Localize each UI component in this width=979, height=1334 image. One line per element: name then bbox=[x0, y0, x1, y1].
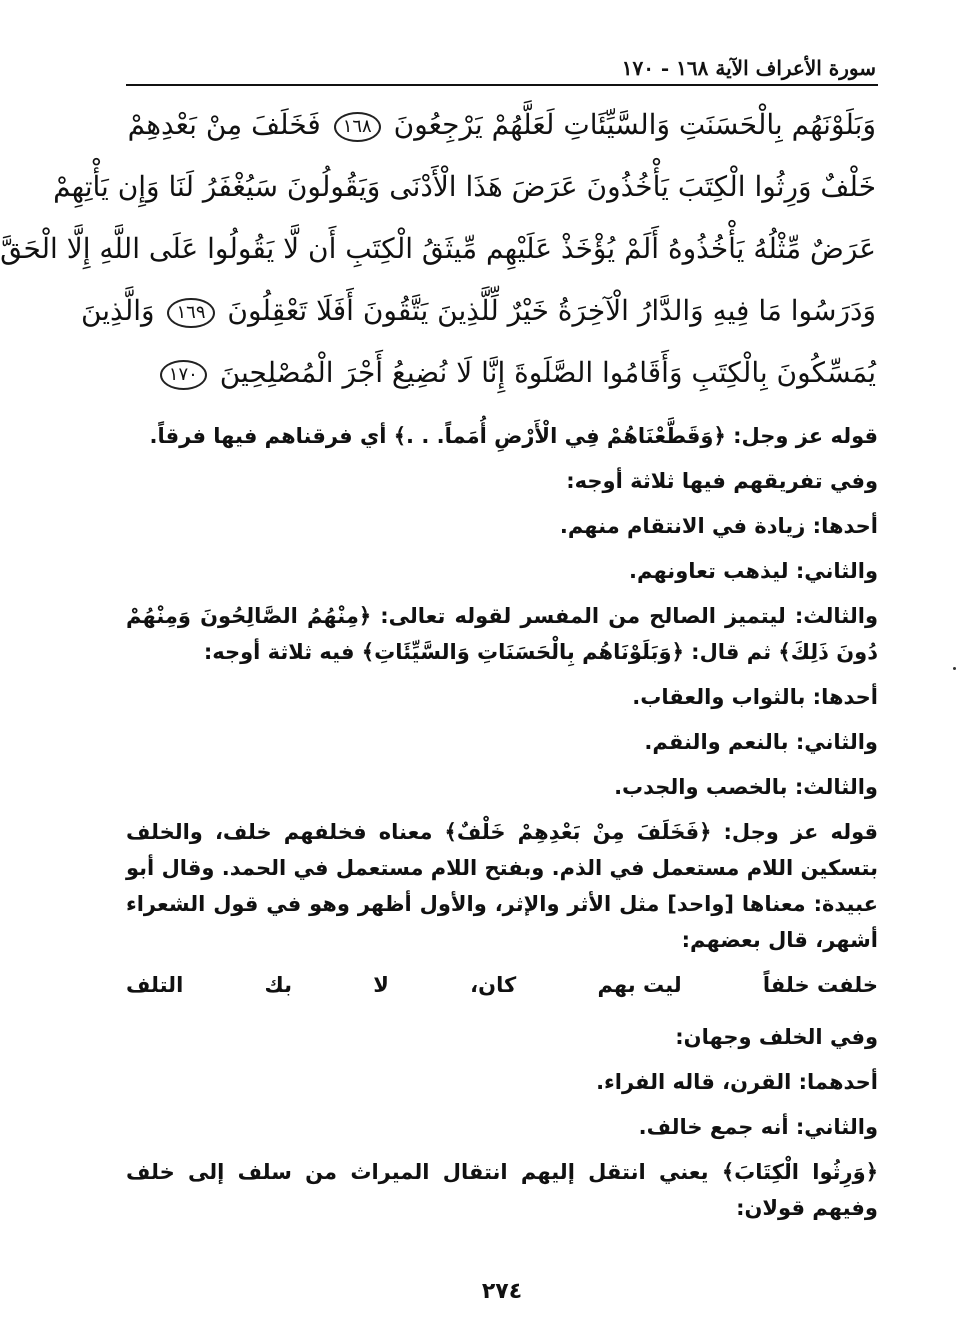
commentary-paragraph: أحدها: زيادة في الانتقام منهم. bbox=[559, 514, 878, 538]
quran-line-5 bbox=[128, 342, 876, 404]
quran-line-text: وَدَرَسُوا مَا فِيهِ وَالدَّارُ الْآخِرَةُ خَيْرٌ لِّلَّذِينَ يَتَّقُونَ أَفَلَا تَعْقِلُونَ bbox=[227, 294, 876, 327]
poem-segment: ليت بهم bbox=[597, 973, 682, 997]
poem-segment: لا bbox=[373, 973, 389, 997]
quran-line-4 bbox=[80, 280, 876, 342]
ayah-number-marker: ١٧٠ bbox=[160, 360, 207, 390]
commentary-paragraph: والثاني: أنه جمع خالف. bbox=[638, 1115, 878, 1139]
commentary-paragraph: والثاني: ليذهب تعاونهم. bbox=[629, 559, 878, 583]
quran-line-2 bbox=[53, 156, 876, 218]
ayah-number-marker: ١٦٩ bbox=[167, 298, 214, 328]
commentary-paragraph: وفي الخلف وجهان: bbox=[675, 1025, 878, 1049]
poem-segment: خلفت خلفاً bbox=[762, 973, 878, 997]
surah-verse-title: سورة الأعراف الآية ١٦٨ - ١٧٠ bbox=[621, 56, 876, 80]
poem-segment: كان، bbox=[470, 973, 517, 997]
quran-line-text: يُمَسِّكُونَ بِالْكِتَبِ وَأَقَامُوا الصَّلَوةَ إِنَّا لَا نُضِيعُ أَجْرَ الْمُصْلِحِينَ bbox=[219, 356, 876, 389]
quran-verses-block bbox=[0, 94, 878, 404]
commentary-paragraph: قوله عز وجل: ﴿فَخَلَفَ مِنْ بَعْدِهِمْ خَلْفٌ﴾ معناه فخلفهم خلف، والخلف بتسكين اللام مستعمل في الذم. وبفتح اللام مستعمل في الحمد. وقال أبو عبيدة: معناها [واحد] مثل الأثر والإثر، والأول أظهر وهو في قول الشعراء أشهر، قال بعضهم: bbox=[126, 820, 878, 952]
quran-line-continuation: فَخَلَفَ مِنْ بَعْدِهِمْ bbox=[127, 108, 321, 141]
quran-line-text: وَبَلَوْنَهُم بِالْحَسَنَتِ وَالسَّيِّئَاتِ لَعَلَّهُمْ يَرْجِعُونَ bbox=[393, 108, 876, 141]
poem-segment: بك bbox=[264, 973, 292, 997]
ayah-number-marker: ١٦٨ bbox=[334, 112, 381, 142]
quran-line-1 bbox=[128, 94, 876, 156]
page-number: ٢٧٤ bbox=[481, 1279, 523, 1304]
commentary-paragraph: ﴿وَرِثُوا الْكِتَابَ﴾ يعني انتقل إليهم انتقال الميراث من سلف إلى خلف وفيهم قولان: bbox=[126, 1160, 878, 1220]
quran-line-3 bbox=[0, 218, 876, 280]
margin-speck bbox=[953, 667, 956, 670]
commentary-paragraph: والثالث: بالخصب والجدب. bbox=[614, 775, 878, 799]
running-header bbox=[126, 54, 878, 86]
poetry-verse bbox=[126, 967, 878, 1003]
commentary-paragraph: قوله عز وجل: ﴿وَقَطَّعْنَاهُمْ فِي الْأَرْضِ أُمَماً. . .﴾ أي فرقناهم فيها فرقاً. bbox=[149, 424, 878, 448]
quran-line-text: خَلْفٌ وَرِثُوا الْكِتَبَ يَأْخُذُونَ عَرَضَ هَذَا الْأَدْنَى وَيَقُولُونَ سَيُغْفَرُ لَنَا وَإِن يَأْتِهِمْ bbox=[53, 170, 876, 203]
quran-line-continuation: وَالَّذِينَ bbox=[80, 294, 155, 327]
tafsir-commentary bbox=[126, 418, 878, 1226]
commentary-paragraph: والثالث: ليتميز الصالح من المفسر لقوله تعالى: ﴿مِنْهُمُ الصَّالِحُونَ وَمِنْهُمْ دُونَ ذَلِكَ﴾ ثم قال: ﴿وَبَلَوْنَاهُم بِالْحَسَنَاتِ وَالسَّيِّئَاتِ﴾ فيه ثلاثة أوجه: bbox=[126, 604, 878, 664]
commentary-paragraph: والثاني: بالنعم والنقم. bbox=[644, 730, 878, 754]
book-page bbox=[0, 54, 878, 1304]
commentary-paragraph: أحدهما: القرن، قاله الفراء. bbox=[596, 1070, 878, 1094]
commentary-paragraph: وفي تفريقهم فيها ثلاثة أوجه: bbox=[566, 469, 878, 493]
poem-segment: التلف bbox=[126, 973, 184, 997]
quran-line-text: عَرَضٌ مِّثْلُهُ يَأْخُذُوهُ أَلَمْ يُؤْخَذْ عَلَيْهِم مِّيثَقُ الْكِتَبِ أَن لَّا يَقُولُوا عَلَى اللَّهِ إِلَّا الْحَقَّ bbox=[0, 232, 876, 265]
commentary-paragraph: أحدها: بالثواب والعقاب. bbox=[632, 685, 878, 709]
